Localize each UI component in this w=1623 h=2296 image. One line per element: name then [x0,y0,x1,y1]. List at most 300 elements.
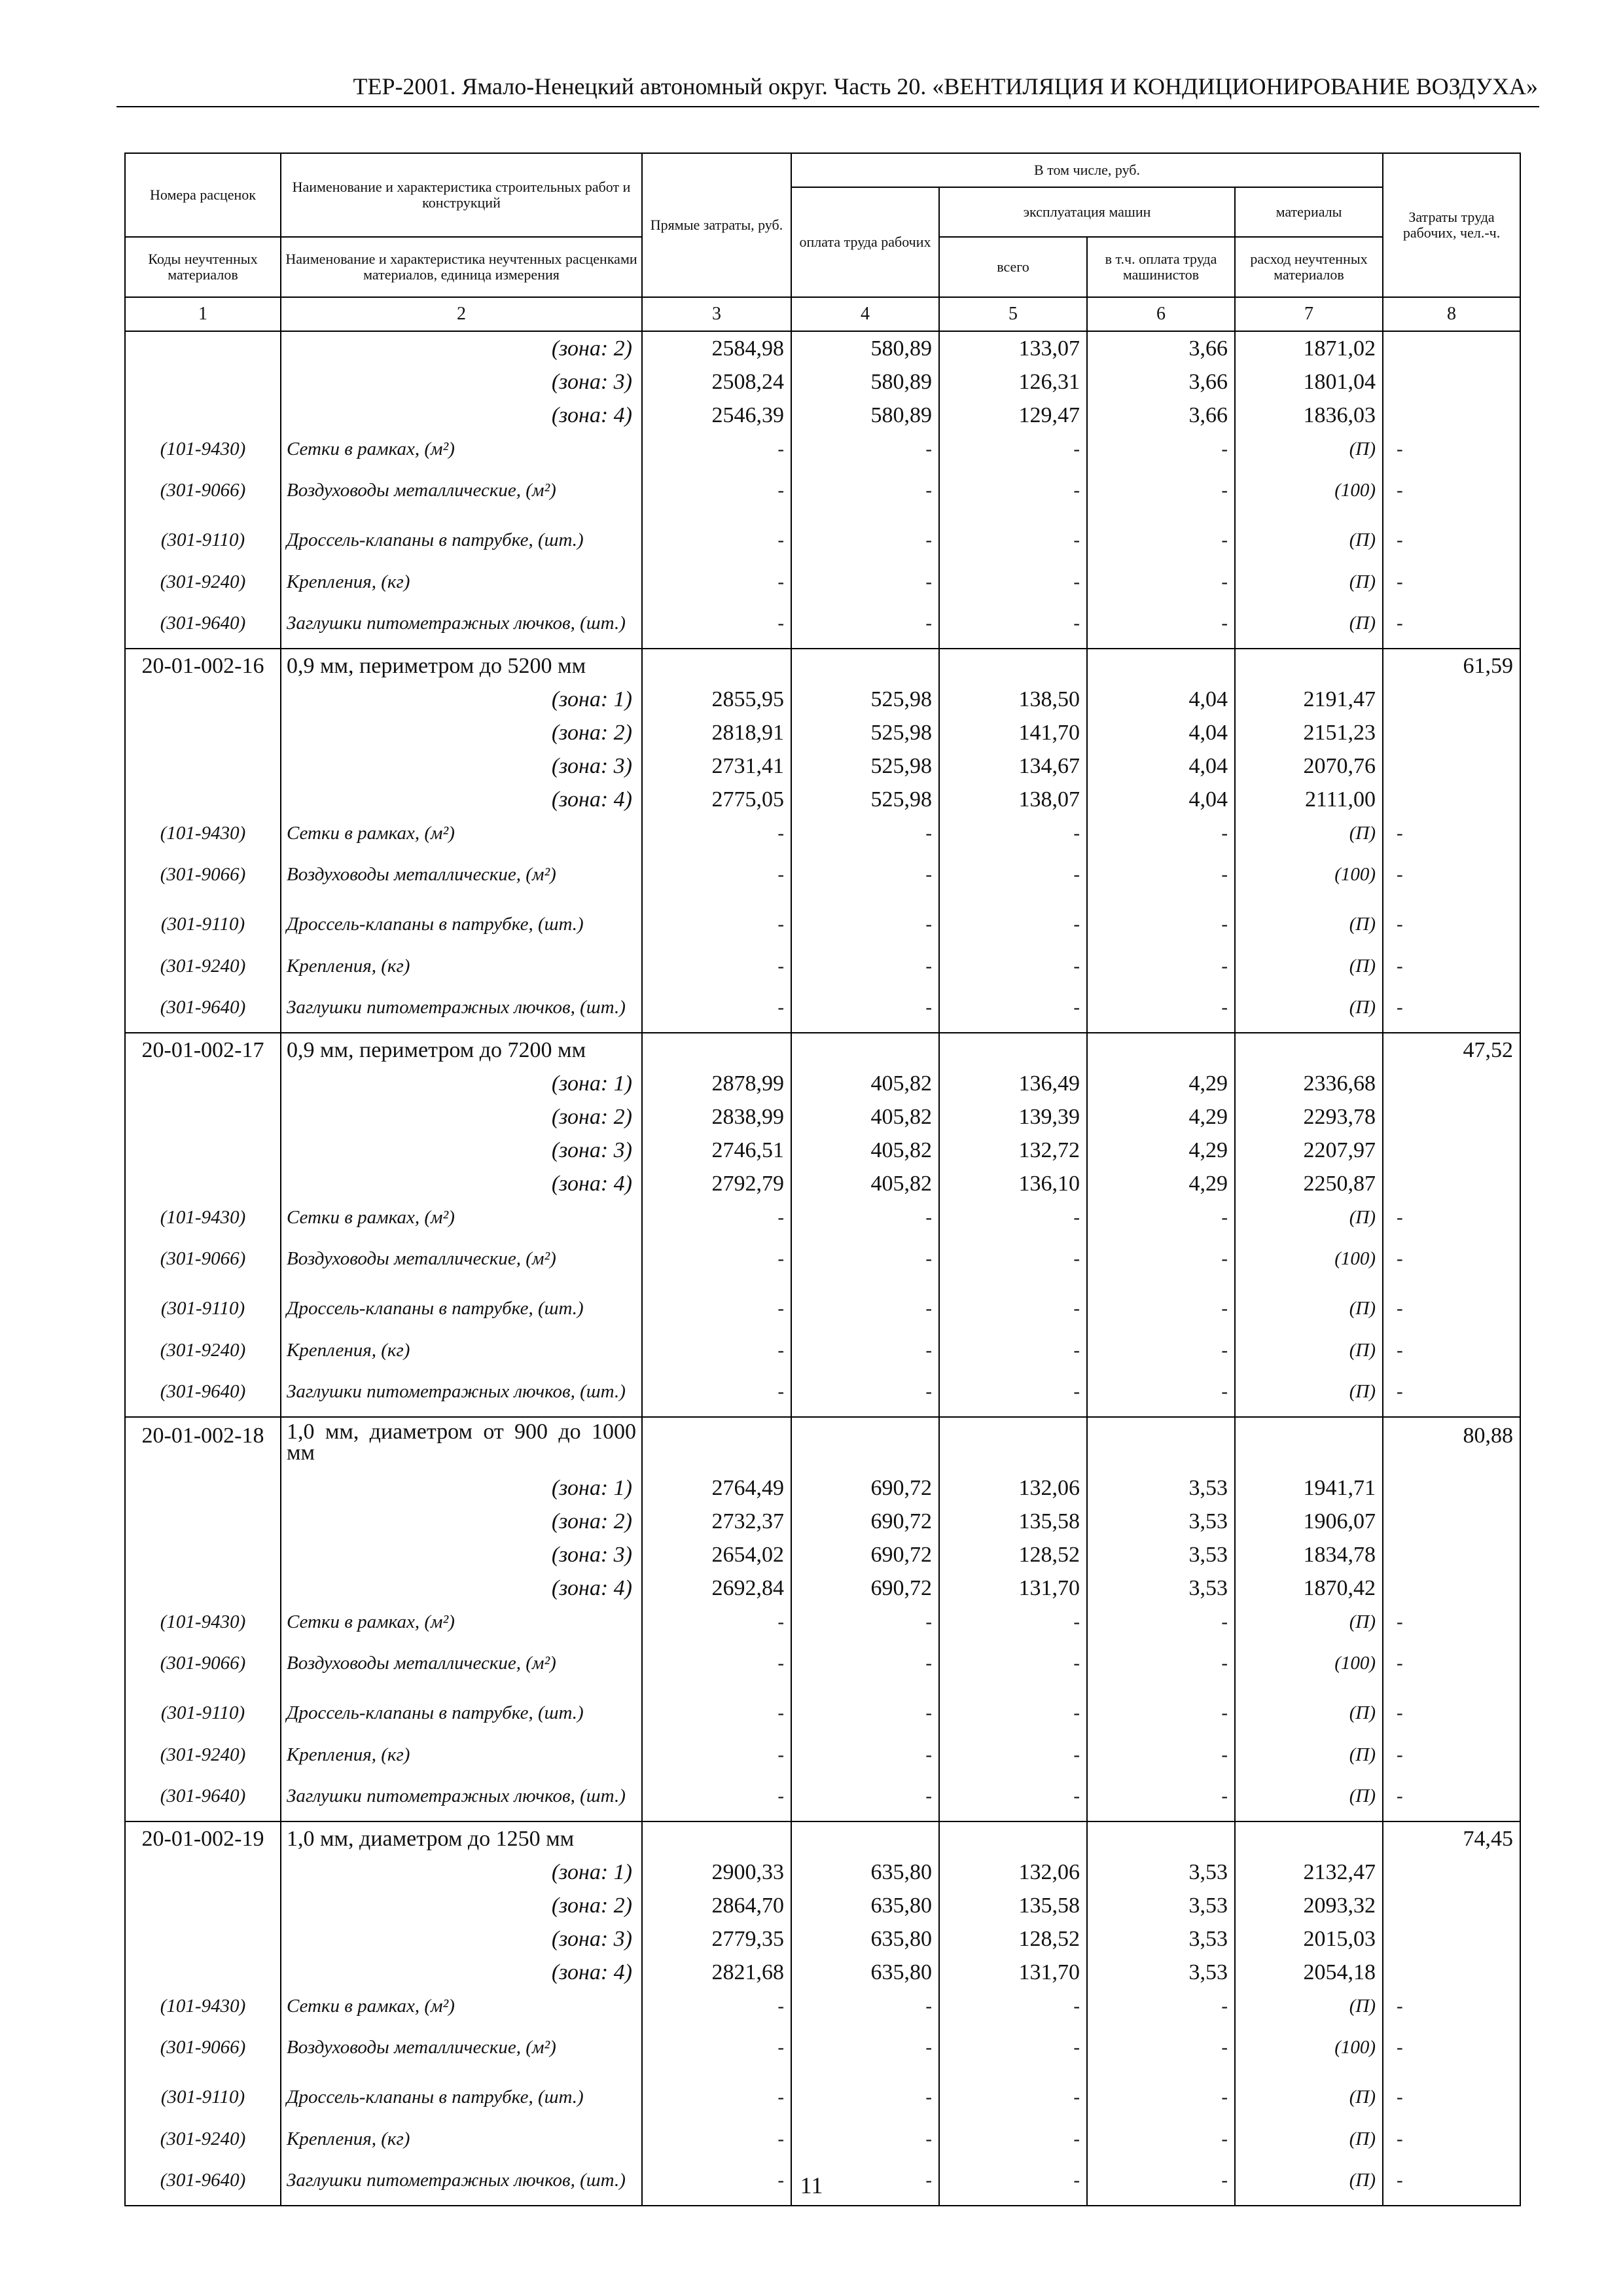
machines-value: 134,67 [939,749,1087,783]
material-row [125,1283,1520,1333]
empty-cell [125,1956,281,1989]
materials-value: 1870,42 [1235,1571,1383,1605]
dash-cell: - [642,816,791,850]
dash-cell: - [1383,515,1520,565]
zone-label: (зона: 2) [281,1505,642,1538]
operators-value: 4,04 [1087,783,1235,816]
dash-cell: - [1383,1333,1520,1367]
dash-cell: - [1087,1771,1235,1821]
dash-cell: - [642,1367,791,1417]
material-name: Сетки в рамках, (м²) [281,1200,642,1234]
empty-cell [1383,1067,1520,1100]
zone-label: (зона: 4) [281,399,642,432]
dash-cell: - [1383,2072,1520,2122]
dash-cell: - [642,2122,791,2155]
materials-value: 1836,03 [1235,399,1383,432]
dash-cell: - [939,982,1087,1033]
operators-value: 4,04 [1087,716,1235,749]
material-row [125,1367,1520,1417]
wages-value: 635,80 [791,1922,939,1956]
header-divider [116,106,1539,107]
dash-cell: - [642,982,791,1033]
dash-cell: - [939,2122,1087,2155]
material-note: (П) [1235,1283,1383,1333]
empty-cell [125,1167,281,1200]
direct-cost: 2732,37 [642,1505,791,1538]
materials-value: 2070,76 [1235,749,1383,783]
direct-cost: 2779,35 [642,1922,791,1956]
zone-label: (зона: 1) [281,1856,642,1889]
material-note: (П) [1235,2122,1383,2155]
dash-cell: - [939,816,1087,850]
dash-cell: - [642,1738,791,1771]
dash-cell: - [791,465,939,515]
material-name: Крепления, (кг) [281,949,642,982]
empty-cell [125,1856,281,1889]
dash-cell: - [791,2122,939,2155]
empty-cell [125,365,281,399]
operators-value: 4,29 [1087,1100,1235,1134]
dash-cell: - [642,899,791,949]
zone-label: (зона: 2) [281,331,642,365]
direct-cost: 2731,41 [642,749,791,783]
rate-title-row [125,1417,1520,1471]
dash-cell: - [1383,1989,1520,2022]
machines-value: 135,58 [939,1889,1087,1922]
dash-cell: - [1383,1771,1520,1821]
material-code: (301-9240) [125,2122,281,2155]
wages-value: 580,89 [791,399,939,432]
material-row [125,1738,1520,1771]
empty-cell [791,1821,939,1856]
dash-cell: - [1087,515,1235,565]
empty-cell [125,716,281,749]
rate-title-row [125,1033,1520,1067]
material-name: Воздуховоды металлические, (м²) [281,1638,642,1688]
material-name: Дроссель-клапаны в патрубке, (шт.) [281,1283,642,1333]
dash-cell: - [642,2072,791,2122]
empty-cell [939,1033,1087,1067]
header-materials: материалы [1235,187,1383,237]
zone-label: (зона: 3) [281,1922,642,1956]
header-operators-wages: в т.ч. оплата труда машинистов [1087,237,1235,297]
material-row [125,949,1520,982]
direct-cost: 2764,49 [642,1471,791,1505]
rate-title: 1,0 мм, диаметром до 1250 мм [281,1821,642,1856]
empty-cell [125,1922,281,1956]
dash-cell: - [1383,850,1520,899]
dash-cell: - [939,1333,1087,1367]
operators-value: 3,53 [1087,1471,1235,1505]
dash-cell: - [1087,432,1235,465]
dash-cell: - [1087,1688,1235,1738]
material-code: (301-9640) [125,1367,281,1417]
dash-cell: - [1087,1738,1235,1771]
dash-cell: - [1383,565,1520,598]
material-note: (П) [1235,598,1383,649]
materials-value: 1871,02 [1235,331,1383,365]
material-row [125,432,1520,465]
column-number: 1 [125,297,281,331]
empty-cell [125,1067,281,1100]
header-direct-costs: Прямые затраты, руб. [642,153,791,297]
empty-cell [1383,331,1520,365]
dash-cell: - [1383,1283,1520,1333]
labor-cost: 47,52 [1383,1033,1520,1067]
material-row [125,1200,1520,1234]
dash-cell: - [1087,982,1235,1033]
material-code: (101-9430) [125,1605,281,1638]
material-note: (П) [1235,1771,1383,1821]
dash-cell: - [939,2072,1087,2122]
dash-cell: - [791,1367,939,1417]
zone-row [125,1538,1520,1571]
dash-cell: - [1383,432,1520,465]
empty-cell [791,1033,939,1067]
empty-cell [125,399,281,432]
operators-value: 3,53 [1087,1538,1235,1571]
machines-value: 126,31 [939,365,1087,399]
dash-cell: - [642,515,791,565]
header-including: В том числе, руб. [791,153,1383,187]
dash-cell: - [642,1771,791,1821]
operators-value: 3,66 [1087,365,1235,399]
material-note: (П) [1235,1367,1383,1417]
dash-cell: - [791,2155,939,2206]
direct-cost: 2818,91 [642,716,791,749]
material-code: (101-9430) [125,1200,281,1234]
empty-cell [1383,399,1520,432]
rate-title-row [125,1821,1520,1856]
zone-label: (зона: 2) [281,1100,642,1134]
dash-cell: - [939,899,1087,949]
material-row [125,465,1520,515]
material-code: (301-9110) [125,1688,281,1738]
wages-value: 405,82 [791,1167,939,1200]
column-number: 4 [791,297,939,331]
empty-cell [1087,1417,1235,1471]
dash-cell: - [939,465,1087,515]
zone-label: (зона: 4) [281,1956,642,1989]
column-number: 5 [939,297,1087,331]
dash-cell: - [939,1234,1087,1283]
zone-row [125,1571,1520,1605]
empty-cell [125,1471,281,1505]
material-name: Дроссель-клапаны в патрубке, (шт.) [281,2072,642,2122]
material-code: (301-9240) [125,1738,281,1771]
material-note: (П) [1235,899,1383,949]
empty-cell [642,1821,791,1856]
dash-cell: - [1383,465,1520,515]
dash-cell: - [791,432,939,465]
dash-cell: - [1087,1638,1235,1688]
material-note: (П) [1235,816,1383,850]
dash-cell: - [642,565,791,598]
dash-cell: - [1087,816,1235,850]
material-name: Заглушки питометражных лючков, (шт.) [281,1367,642,1417]
dash-cell: - [791,1738,939,1771]
materials-value: 2293,78 [1235,1100,1383,1134]
labor-cost: 74,45 [1383,1821,1520,1856]
empty-cell [1383,1956,1520,1989]
operators-value: 4,04 [1087,683,1235,716]
zone-row [125,716,1520,749]
materials-value: 2191,47 [1235,683,1383,716]
material-code: (301-9640) [125,982,281,1033]
material-row [125,1771,1520,1821]
labor-cost: 61,59 [1383,649,1520,683]
material-note: (П) [1235,1333,1383,1367]
material-code: (301-9110) [125,515,281,565]
material-code: (301-9066) [125,2022,281,2072]
dash-cell: - [939,1283,1087,1333]
material-name: Заглушки питометражных лючков, (шт.) [281,2155,642,2206]
empty-cell [1383,1856,1520,1889]
empty-cell [1383,1505,1520,1538]
dash-cell: - [1087,1367,1235,1417]
material-code: (301-9240) [125,1333,281,1367]
wages-value: 405,82 [791,1067,939,1100]
dash-cell: - [791,565,939,598]
empty-cell [125,1538,281,1571]
dash-cell: - [939,598,1087,649]
dash-cell: - [1383,2155,1520,2206]
empty-cell [125,683,281,716]
empty-cell [1383,749,1520,783]
empty-cell [642,1033,791,1067]
dash-cell: - [939,1200,1087,1234]
zone-row [125,1856,1520,1889]
direct-cost: 2838,99 [642,1100,791,1134]
zone-row [125,683,1520,716]
material-note: (100) [1235,1234,1383,1283]
dash-cell: - [791,515,939,565]
dash-cell: - [1383,949,1520,982]
material-row [125,2122,1520,2155]
wages-value: 690,72 [791,1471,939,1505]
operators-value: 3,66 [1087,331,1235,365]
zone-label: (зона: 1) [281,1471,642,1505]
column-number: 7 [1235,297,1383,331]
materials-value: 2054,18 [1235,1956,1383,1989]
rate-code: 20-01-002-17 [125,1033,281,1067]
direct-cost: 2546,39 [642,399,791,432]
rate-title: 1,0 мм, диаметром от 900 до 1000 мм [281,1417,642,1471]
empty-cell [1383,1167,1520,1200]
material-name: Крепления, (кг) [281,1333,642,1367]
zone-label: (зона: 3) [281,1134,642,1167]
zone-label: (зона: 3) [281,365,642,399]
material-name: Заглушки питометражных лючков, (шт.) [281,982,642,1033]
table-header [125,153,1520,331]
dash-cell: - [642,465,791,515]
zone-row [125,1100,1520,1134]
rate-code: 20-01-002-18 [125,1417,281,1471]
materials-value: 2336,68 [1235,1067,1383,1100]
dash-cell: - [1383,1200,1520,1234]
operators-value: 3,53 [1087,1505,1235,1538]
empty-cell [791,1417,939,1471]
material-note: (П) [1235,2155,1383,2206]
zone-row [125,749,1520,783]
dash-cell: - [791,1234,939,1283]
dash-cell: - [939,432,1087,465]
empty-cell [1383,1922,1520,1956]
rates-table [124,152,1521,2206]
machines-value: 135,58 [939,1505,1087,1538]
wages-value: 525,98 [791,716,939,749]
dash-cell: - [791,816,939,850]
dash-cell: - [1383,2022,1520,2072]
dash-cell: - [642,850,791,899]
empty-cell [125,1134,281,1167]
header-rate-numbers: Номера расценок [125,153,281,237]
header-machines-total: всего [939,237,1087,297]
wages-value: 525,98 [791,683,939,716]
material-name: Воздуховоды металлические, (м²) [281,465,642,515]
dash-cell: - [1087,598,1235,649]
direct-cost: 2508,24 [642,365,791,399]
dash-cell: - [1383,1738,1520,1771]
machines-value: 129,47 [939,399,1087,432]
empty-cell [791,649,939,683]
material-name: Сетки в рамках, (м²) [281,432,642,465]
material-name: Воздуховоды металлические, (м²) [281,1234,642,1283]
machines-value: 132,06 [939,1471,1087,1505]
material-code: (301-9066) [125,1234,281,1283]
dash-cell: - [642,2022,791,2072]
materials-value: 1906,07 [1235,1505,1383,1538]
dash-cell: - [642,432,791,465]
material-name: Крепления, (кг) [281,2122,642,2155]
zone-label: (зона: 3) [281,1538,642,1571]
dash-cell: - [1087,2155,1235,2206]
wages-value: 635,80 [791,1889,939,1922]
dash-cell: - [642,1200,791,1234]
material-name: Крепления, (кг) [281,565,642,598]
dash-cell: - [791,1771,939,1821]
material-row [125,850,1520,899]
zone-row [125,1956,1520,1989]
material-row [125,1989,1520,2022]
wages-value: 580,89 [791,331,939,365]
table-body [125,331,1520,2206]
zone-row [125,783,1520,816]
dash-cell: - [791,2072,939,2122]
operators-value: 3,66 [1087,399,1235,432]
material-name: Дроссель-клапаны в патрубке, (шт.) [281,1688,642,1738]
dash-cell: - [1383,1234,1520,1283]
zone-row [125,399,1520,432]
material-code: (301-9066) [125,1638,281,1688]
material-name: Заглушки питометражных лючков, (шт.) [281,598,642,649]
dash-cell: - [791,949,939,982]
column-number: 3 [642,297,791,331]
machines-value: 128,52 [939,1922,1087,1956]
material-note: (П) [1235,1989,1383,2022]
dash-cell: - [939,565,1087,598]
material-code: (301-9110) [125,899,281,949]
zone-row [125,1167,1520,1200]
dash-cell: - [791,1989,939,2022]
material-row [125,2022,1520,2072]
dash-cell: - [642,1688,791,1738]
dash-cell: - [1087,2022,1235,2072]
dash-cell: - [642,598,791,649]
empty-cell [125,749,281,783]
direct-cost: 2654,02 [642,1538,791,1571]
zone-label: (зона: 4) [281,1167,642,1200]
empty-cell [1383,1471,1520,1505]
dash-cell: - [642,1283,791,1333]
machines-value: 133,07 [939,331,1087,365]
direct-cost: 2775,05 [642,783,791,816]
wages-value: 690,72 [791,1505,939,1538]
material-note: (П) [1235,1738,1383,1771]
dash-cell: - [1087,2072,1235,2122]
material-name: Дроссель-клапаны в патрубке, (шт.) [281,899,642,949]
dash-cell: - [1087,1333,1235,1367]
direct-cost: 2864,70 [642,1889,791,1922]
material-name: Воздуховоды металлические, (м²) [281,850,642,899]
wages-value: 635,80 [791,1856,939,1889]
dash-cell: - [642,1638,791,1688]
materials-value: 2111,00 [1235,783,1383,816]
material-row [125,1638,1520,1688]
material-row [125,816,1520,850]
empty-cell [125,783,281,816]
header-unaccounted-materials: расход неучтенных материалов [1235,237,1383,297]
empty-cell [1383,1571,1520,1605]
material-note: (П) [1235,432,1383,465]
dash-cell: - [1087,2122,1235,2155]
material-code: (101-9430) [125,816,281,850]
machines-value: 138,50 [939,683,1087,716]
operators-value: 4,29 [1087,1167,1235,1200]
rate-title: 0,9 мм, периметром до 7200 мм [281,1033,642,1067]
dash-cell: - [939,1638,1087,1688]
dash-cell: - [1383,899,1520,949]
dash-cell: - [791,899,939,949]
dash-cell: - [939,1771,1087,1821]
dash-cell: - [939,2155,1087,2206]
empty-cell [1383,1889,1520,1922]
material-code: (101-9430) [125,432,281,465]
empty-cell [1383,1100,1520,1134]
operators-value: 3,53 [1087,1922,1235,1956]
dash-cell: - [642,1989,791,2022]
zone-label: (зона: 3) [281,749,642,783]
header-machines: эксплуатация машин [939,187,1235,237]
zone-row [125,1134,1520,1167]
wages-value: 580,89 [791,365,939,399]
machines-value: 136,49 [939,1067,1087,1100]
machines-value: 141,70 [939,716,1087,749]
material-code: (301-9066) [125,465,281,515]
material-note: (100) [1235,2022,1383,2072]
column-number: 6 [1087,297,1235,331]
rate-title-row [125,649,1520,683]
material-code: (301-9110) [125,2072,281,2122]
empty-cell [1383,1538,1520,1571]
operators-value: 3,53 [1087,1856,1235,1889]
dash-cell: - [1087,850,1235,899]
machines-value: 132,72 [939,1134,1087,1167]
dash-cell: - [1087,565,1235,598]
column-number: 8 [1383,297,1520,331]
material-row [125,598,1520,649]
empty-cell [1087,1033,1235,1067]
